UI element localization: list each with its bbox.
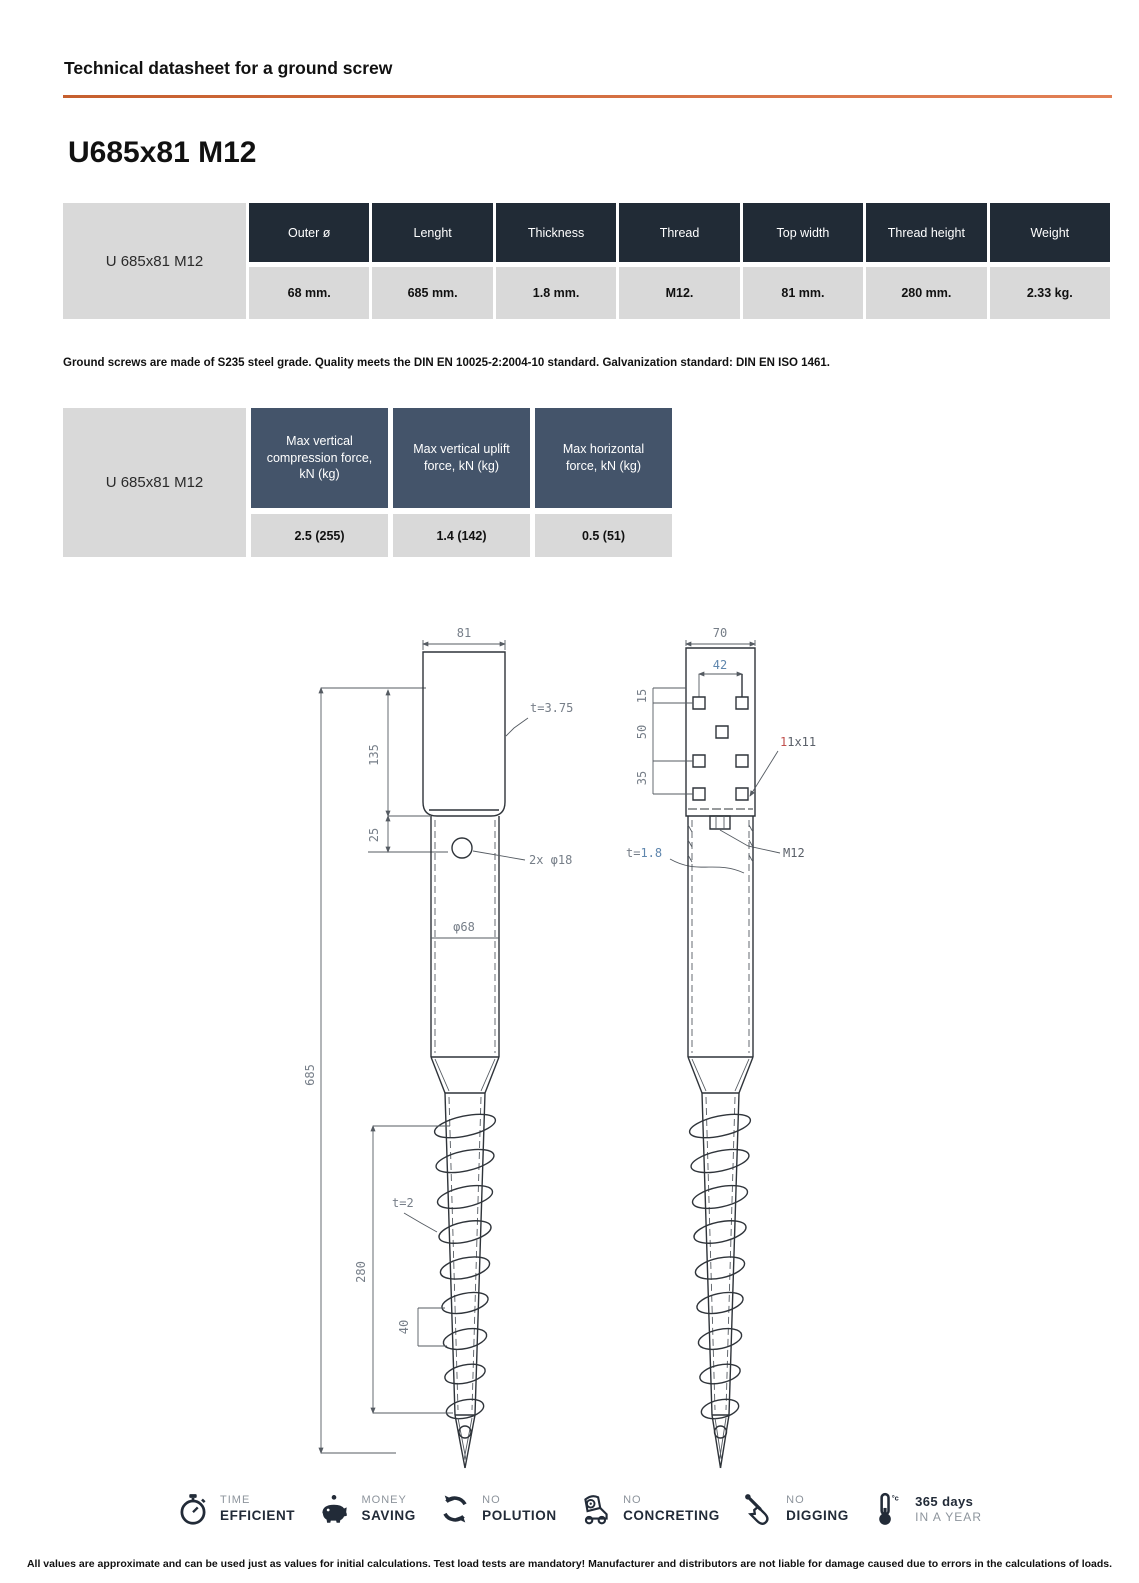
benefit-line2: POLUTION — [482, 1507, 557, 1523]
benefit-money-saving — [316, 1491, 415, 1527]
accent-rule — [63, 95, 1112, 98]
spec-value: 81 mm. — [743, 267, 863, 319]
force-col-header: Max vertical compression force, kN (kg) — [251, 408, 388, 508]
spec-value: 1.8 mm. — [496, 267, 616, 319]
dim-35: 35 — [635, 770, 649, 786]
benefit-line1: TIME — [220, 1494, 251, 1507]
ground-screw-drawing — [278, 620, 838, 1500]
bolt-hole — [452, 838, 472, 858]
spec-row-label: U 685x81 M12 — [63, 203, 246, 319]
benefit-365-days — [870, 1491, 982, 1527]
dim-42: 42 — [712, 658, 728, 672]
shovel-icon — [741, 1491, 777, 1527]
force-col-header: Max horizontal force, kN (kg) — [535, 408, 672, 508]
front-view — [303, 626, 573, 1468]
force-value: 0.5 (51) — [535, 514, 672, 557]
dim-70: 70 — [712, 626, 728, 640]
label-helix-thickness: t=2 — [392, 1196, 414, 1210]
benefit-time-efficient — [175, 1491, 295, 1527]
label-tube-thickness: t=1.8 — [626, 846, 663, 860]
spec-col-header: Top width — [743, 203, 863, 262]
benefit-line1: MONEY — [361, 1494, 407, 1507]
disclaimer-text: All values are approximate and can be used just as values for initial calculations. Test load tests are mandatory! Manufacturer and distributors are not liable for damage caused due to errors in the calculations of loads. — [26, 1558, 1113, 1570]
thermometer-icon — [870, 1491, 906, 1527]
dim-40: 40 — [397, 1319, 411, 1335]
spec-value: 68 mm. — [249, 267, 369, 319]
recycle-icon — [437, 1491, 473, 1527]
benefits-strip — [175, 1491, 982, 1527]
helix-flights-side — [688, 1110, 753, 1422]
tip-hole — [715, 1426, 727, 1438]
force-value: 1.4 (142) — [393, 514, 530, 557]
force-value: 2.5 (255) — [251, 514, 388, 557]
piggy-bank-icon — [316, 1491, 352, 1527]
benefit-line2: DIGGING — [786, 1507, 849, 1523]
dim-25: 25 — [367, 827, 381, 843]
square-holes — [693, 697, 748, 800]
spec-col-header: Outer ø — [249, 203, 369, 262]
page-title: Technical datasheet for a ground screw — [64, 58, 393, 78]
dim-135: 135 — [367, 744, 381, 766]
dim-685: 685 — [303, 1064, 317, 1086]
dim-81: 81 — [456, 626, 472, 640]
helix-flights-front — [433, 1110, 498, 1422]
spec-col-header: Thread height — [866, 203, 986, 262]
material-note: Ground screws are made of S235 steel grade. Quality meets the DIN EN 10025-2:2004-10 standard. Galvanization standard: DIN EN ISO 1461. — [63, 357, 830, 369]
technical-drawing — [278, 620, 838, 1500]
m12-bolt — [710, 816, 730, 829]
side-view — [626, 626, 816, 1468]
benefit-line1: NO — [623, 1494, 642, 1507]
benefit-no-polution — [437, 1491, 557, 1527]
dim-280: 280 — [354, 1261, 368, 1283]
benefit-line2: CONCRETING — [623, 1507, 720, 1523]
benefit-line2: SAVING — [361, 1507, 416, 1523]
spec-value: M12. — [619, 267, 739, 319]
benefit-line2: EFFICIENT — [220, 1507, 296, 1523]
dim-15: 15 — [635, 688, 649, 704]
label-holes: 2x φ18 — [529, 853, 573, 867]
spec-value: 2.33 kg. — [990, 267, 1110, 319]
benefit-line1: NO — [482, 1494, 501, 1507]
spec-value: 280 mm. — [866, 267, 986, 319]
mixer-truck-icon — [578, 1491, 614, 1527]
spec-col-header: Thread — [619, 203, 739, 262]
benefit-no-concreting — [578, 1491, 720, 1527]
force-table — [63, 408, 672, 557]
product-title: U685x81 M12 — [68, 136, 257, 169]
spec-col-header: Lenght — [372, 203, 492, 262]
spec-col-header: Weight — [990, 203, 1110, 262]
dim-50: 50 — [635, 724, 649, 740]
force-col-header: Max vertical uplift force, kN (kg) — [393, 408, 530, 508]
benefit-line1: NO — [786, 1494, 805, 1507]
label-square-size: 11x11 — [780, 735, 817, 749]
force-row-label: U 685x81 M12 — [63, 408, 246, 557]
stopwatch-icon — [175, 1491, 211, 1527]
spec-value: 685 mm. — [372, 267, 492, 319]
label-thread: M12 — [783, 846, 805, 860]
dim-68: φ68 — [453, 920, 475, 934]
label-wall-thickness: t=3.75 — [530, 701, 574, 715]
benefit-line2: IN A YEAR — [915, 1510, 982, 1525]
spec-col-header: Thickness — [496, 203, 616, 262]
svg-text:°c: °c — [891, 1493, 899, 1503]
spec-table — [63, 203, 1110, 319]
benefit-line1: 365 days — [915, 1493, 974, 1509]
benefit-no-digging — [741, 1491, 849, 1527]
